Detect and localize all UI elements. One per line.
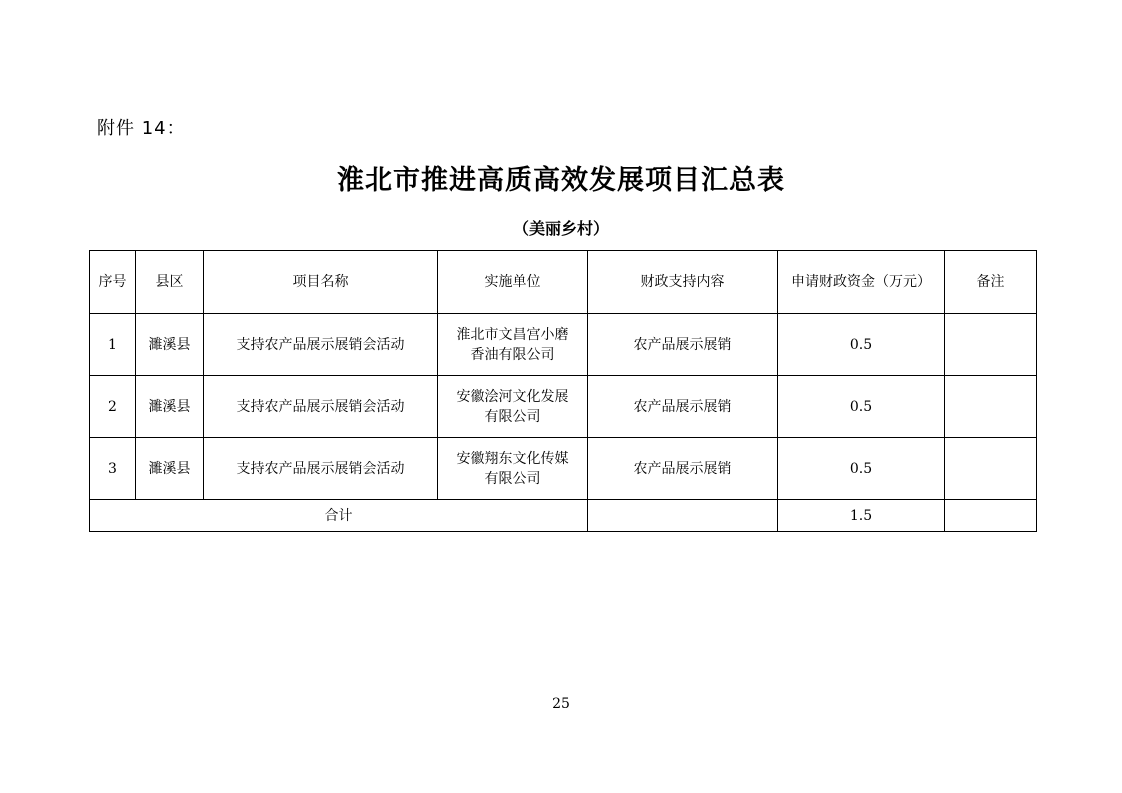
cell-requested-funds: 0.5 — [778, 376, 945, 438]
cell-county: 濉溪县 — [136, 314, 204, 376]
cell-project-name: 支持农产品展示展销会活动 — [204, 438, 438, 500]
unit-line-2: 香油有限公司 — [470, 346, 555, 363]
total-requested-funds: 1.5 — [778, 500, 945, 532]
table-header-row — [90, 251, 1037, 314]
cell-no: 3 — [90, 438, 136, 500]
document-subtitle: （美丽乡村） — [512, 219, 609, 238]
cell-support-content: 农产品展示展销 — [588, 438, 778, 500]
cell-no: 2 — [90, 376, 136, 438]
cell-county: 濉溪县 — [136, 438, 204, 500]
cell-requested-funds: 0.5 — [778, 438, 945, 500]
cell-remark — [945, 314, 1037, 376]
cell-implementing-unit — [438, 376, 588, 438]
header-no: 序号 — [90, 251, 136, 314]
header-implementing-unit: 实施单位 — [438, 251, 588, 314]
cell-project-name: 支持农产品展示展销会活动 — [204, 314, 438, 376]
unit-line-1: 淮北市文昌宫小磨 — [456, 326, 569, 343]
cell-support-content: 农产品展示展销 — [588, 376, 778, 438]
table-total-row — [90, 500, 1037, 532]
total-label: 合计 — [90, 500, 588, 532]
header-project-name: 项目名称 — [204, 251, 438, 314]
cell-remark — [945, 438, 1037, 500]
cell-requested-funds: 0.5 — [778, 314, 945, 376]
unit-line-2: 有限公司 — [484, 470, 541, 487]
unit-line-1: 安徽翔东文化传媒 — [456, 450, 569, 467]
page-number: 25 — [552, 696, 570, 712]
total-remark — [945, 500, 1037, 532]
cell-project-name: 支持农产品展示展销会活动 — [204, 376, 438, 438]
cell-county: 濉溪县 — [136, 376, 204, 438]
document-title: 淮北市推进高质高效发展项目汇总表 — [337, 165, 785, 196]
table-row — [90, 376, 1037, 438]
cell-support-content: 农产品展示展销 — [588, 314, 778, 376]
header-support-content: 财政支持内容 — [588, 251, 778, 314]
unit-line-2: 有限公司 — [484, 408, 541, 425]
table-row — [90, 438, 1037, 500]
project-summary-table — [89, 250, 1037, 532]
header-requested-funds: 申请财政资金（万元） — [778, 251, 945, 314]
table-row — [90, 314, 1037, 376]
total-support-content — [588, 500, 778, 532]
cell-remark — [945, 376, 1037, 438]
header-remark: 备注 — [945, 251, 1037, 314]
header-county: 县区 — [136, 251, 204, 314]
cell-implementing-unit — [438, 438, 588, 500]
unit-line-1: 安徽浍河文化发展 — [456, 388, 569, 405]
cell-no: 1 — [90, 314, 136, 376]
annex-label: 附件 14： — [97, 118, 186, 139]
cell-implementing-unit — [438, 314, 588, 376]
